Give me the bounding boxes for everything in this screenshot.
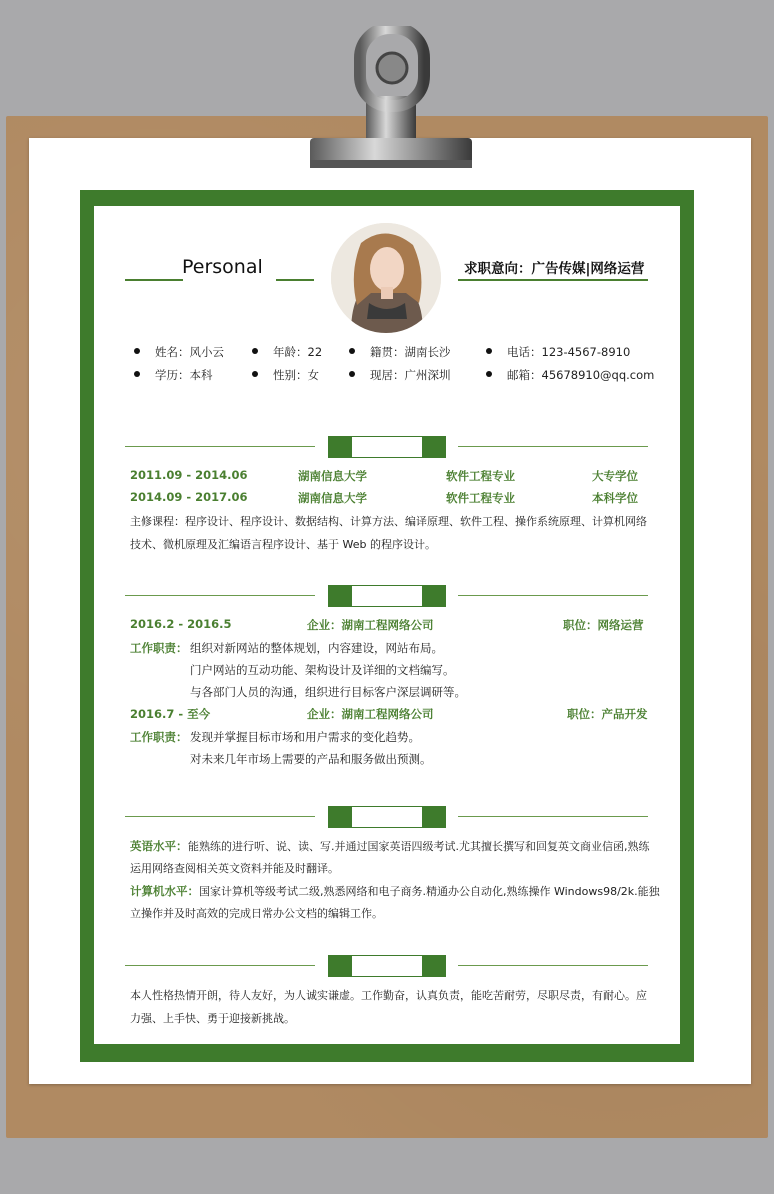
info-gender: 性别：女 [273, 368, 319, 382]
info-name: 姓名：风小云 [155, 345, 224, 359]
english-label: 英语水平： [130, 839, 188, 853]
binder-clip-icon [308, 26, 474, 176]
section-divider [458, 965, 648, 966]
page-title: Personal [182, 256, 263, 278]
edu-major: 软件工程专业 [446, 469, 515, 483]
duty-label: 工作职责： [130, 641, 188, 655]
info-age: 年龄：22 [273, 345, 323, 359]
edu-date: 2014.09 - 2017.06 [130, 490, 248, 504]
edu-degree: 本科学位 [592, 491, 638, 505]
avatar [331, 223, 441, 333]
section-divider [125, 965, 315, 966]
computer-text: 立操作并及时高效的完成日常办公文档的编辑工作。 [130, 907, 383, 920]
bullet-icon [252, 371, 258, 377]
bullet-icon [486, 348, 492, 354]
bullet-icon [134, 371, 140, 377]
job-position: 职位：产品开发 [567, 707, 648, 721]
section-divider [458, 595, 648, 596]
bullet-icon [252, 348, 258, 354]
info-education: 学历：本科 [155, 368, 213, 382]
self-evaluation: 力强、上手快、勇于迎接新挑战。 [130, 1012, 295, 1025]
section-header-skills [328, 806, 446, 828]
job-position: 职位：网络运营 [563, 618, 644, 632]
section-divider [458, 446, 648, 447]
edu-date: 2011.09 - 2014.06 [130, 468, 248, 482]
edu-school: 湖南信息大学 [298, 469, 367, 483]
bullet-icon [486, 371, 492, 377]
info-hometown: 籍贯：湖南长沙 [370, 345, 451, 359]
bullet-icon [134, 348, 140, 354]
info-phone: 电话：123-4567-8910 [507, 345, 631, 359]
portrait-icon [331, 223, 441, 333]
computer-label: 计算机水平： [130, 884, 199, 898]
duty-item: 发现并掌握目标市场和用户需求的变化趋势。 [190, 730, 420, 744]
edu-courses: 技术、微机原理及汇编语言程序设计、基于 Web 的程序设计。 [130, 538, 436, 551]
section-header-work [328, 585, 446, 607]
section-divider [125, 595, 315, 596]
duty-label: 工作职责： [130, 730, 188, 744]
title-underline-right [276, 279, 314, 281]
duty-item: 对未来几年市场上需要的产品和服务做出预测。 [190, 752, 432, 766]
section-divider [125, 816, 315, 817]
job-date: 2016.7 - 至今 [130, 707, 211, 721]
info-residence: 现居：广州深圳 [370, 368, 451, 382]
self-evaluation: 本人性格热情开朗，待人友好，为人诚实谦虚。工作勤奋，认真负责，能吃苦耐劳，尽职尽责，有耐心。应 [130, 989, 647, 1002]
english-text: 能熟练的进行听、说、读、写.并通过国家英语四级考试.尤其擅长撰写和回复英文商业信函,熟练 [188, 840, 650, 853]
bullet-icon [349, 371, 355, 377]
english-text: 运用网络查阅相关英文资料并能及时翻译。 [130, 862, 339, 875]
job-company: 企业：湖南工程网络公司 [307, 618, 434, 632]
job-company: 企业：湖南工程网络公司 [307, 707, 434, 721]
edu-school: 湖南信息大学 [298, 491, 367, 505]
duty-item: 组织对新网站的整体规划，内容建设，网站布局。 [190, 641, 443, 655]
info-email: 邮箱：45678910@qq.com [507, 368, 655, 382]
edu-major: 软件工程专业 [446, 491, 515, 505]
edu-degree: 大专学位 [592, 469, 638, 483]
bullet-icon [349, 348, 355, 354]
computer-text: 国家计算机等级考试二级,熟悉网络和电子商务.精通办公自动化,熟练操作 Windows98/2k.能独 [199, 885, 660, 898]
section-divider [125, 446, 315, 447]
duty-item: 与各部门人员的沟通，组织进行目标客户深层调研等。 [190, 685, 466, 699]
section-header-education [328, 436, 446, 458]
section-header-evaluation [328, 955, 446, 977]
section-divider [458, 816, 648, 817]
job-objective: 求职意向：广告传媒|网络运营 [464, 261, 645, 277]
job-date: 2016.2 - 2016.5 [130, 617, 232, 631]
edu-courses: 主修课程：程序设计、程序设计、数据结构、计算方法、编译原理、软件工程、操作系统原理、计算机网络 [130, 515, 647, 528]
objective-underline [458, 279, 648, 281]
title-underline-left [125, 279, 183, 281]
duty-item: 门户网站的互动功能、架构设计及详细的文档编写。 [190, 663, 455, 677]
